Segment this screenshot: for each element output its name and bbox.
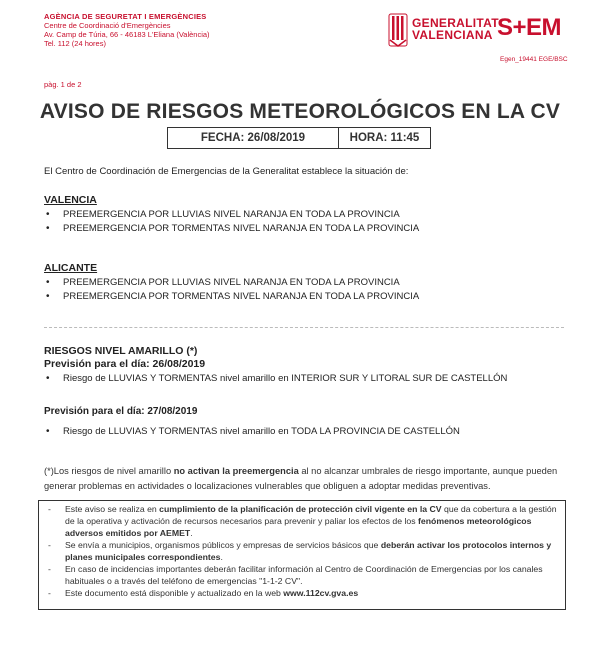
note-text: al no alcanzar umbrales de riesgo importante, aunque pueden generar problemas en actividades o localizaciones vulnerables que obliguen a adoptar medidas preventivas. [44, 466, 558, 491]
egen-code: Egen_19441 EGE/BSC [500, 56, 568, 63]
date-time-box [167, 127, 431, 149]
info-item: - En caso de incidencias importantes deberán facilitar información al Centro de Coordinación de Emergencias por los canales habituales o a través del teléfono de emergencias "1-1-2 CV". [39, 563, 559, 587]
logo-line2: VALENCIANA [412, 27, 493, 42]
info-item: - Este documento está disponible y actualizado en la web www.112cv.gva.es [39, 587, 559, 599]
org-phone-line: Tel. 112 (24 hores) [44, 39, 106, 48]
region-valencia [44, 194, 419, 236]
yellow-risks-section [44, 345, 564, 439]
info-item: - Se envía a municipios, organismos públicos y empresas de servicios básicos que deberán activar los protocolos internos y planes municipales correspondientes. [39, 539, 559, 563]
sem-logo: S+EM [497, 14, 562, 41]
logo-line1: GENERALITAT [412, 16, 499, 30]
organization-header [44, 12, 210, 48]
list-item: • PREEMERGENCIA POR TORMENTAS NIVEL NARANJA EN TODA LA PROVINCIA [44, 222, 419, 236]
page-title: AVISO DE RIESGOS METEOROLÓGICOS EN LA CV [39, 100, 561, 123]
info-box [38, 500, 566, 610]
generalitat-logo-icon [388, 13, 408, 47]
divider [44, 327, 564, 328]
page-number: pàg. 1 de 2 [44, 80, 82, 89]
region-alicante [44, 262, 419, 304]
list-item: • Riesgo de LLUVIAS Y TORMENTAS nivel amarillo en TODA LA PROVINCIA DE CASTELLÓN [44, 425, 564, 439]
list-item: • PREEMERGENCIA POR TORMENTAS NIVEL NARANJA EN TODA LA PROVINCIA [44, 290, 419, 304]
org-address-line: Centre de Coordinació d'Emergències [44, 21, 171, 30]
note-bold: no activan la preemergencia [173, 466, 299, 476]
region-title: VALENCIA [44, 194, 97, 206]
fecha-label: FECHA: 26/08/2019 [168, 128, 339, 148]
intro-text: El Centro de Coordinación de Emergencias de la Generalitat establece la situación de: [44, 166, 409, 177]
note-text: (*)Los riesgos de nivel amarillo [44, 466, 174, 476]
forecast-day-1: Previsión para el día: 26/08/2019 [44, 358, 206, 370]
list-item: • Riesgo de LLUVIAS Y TORMENTAS nivel amarillo en INTERIOR SUR Y LITORAL SUR DE CASTELLÓN [44, 372, 564, 386]
forecast-day-2: Previsión para el día: 27/08/2019 [44, 406, 198, 417]
region-title: ALICANTE [44, 262, 98, 274]
hora-label: HORA: 11:45 [349, 132, 420, 144]
info-item: - Este aviso se realiza en cumplimiento de la planificación de protección civil vigente en la CV que da cobertura a la gestión de la operativa y activación de recursos necesarios para prevenir y paliar los efectos de los fenómenos meteorológicos adversos emitidos por AEMET. [39, 503, 559, 539]
yellow-note [44, 464, 564, 494]
website-link[interactable]: www.112cv.gva.es [283, 588, 359, 598]
generalitat-logo [412, 18, 499, 41]
section-title: RIESGOS NIVEL AMARILLO (*) [44, 345, 198, 357]
list-item: • PREEMERGENCIA POR LLUVIAS NIVEL NARANJA EN TODA LA PROVINCIA [44, 208, 419, 222]
list-item: • PREEMERGENCIA POR LLUVIAS NIVEL NARANJA EN TODA LA PROVINCIA [44, 276, 419, 290]
org-name: AGÈNCIA DE SEGURETAT I EMERGÈNCIES [44, 12, 207, 21]
org-address-line: Av. Camp de Túria, 66 - 46183 L'Eliana (València) [44, 30, 210, 39]
